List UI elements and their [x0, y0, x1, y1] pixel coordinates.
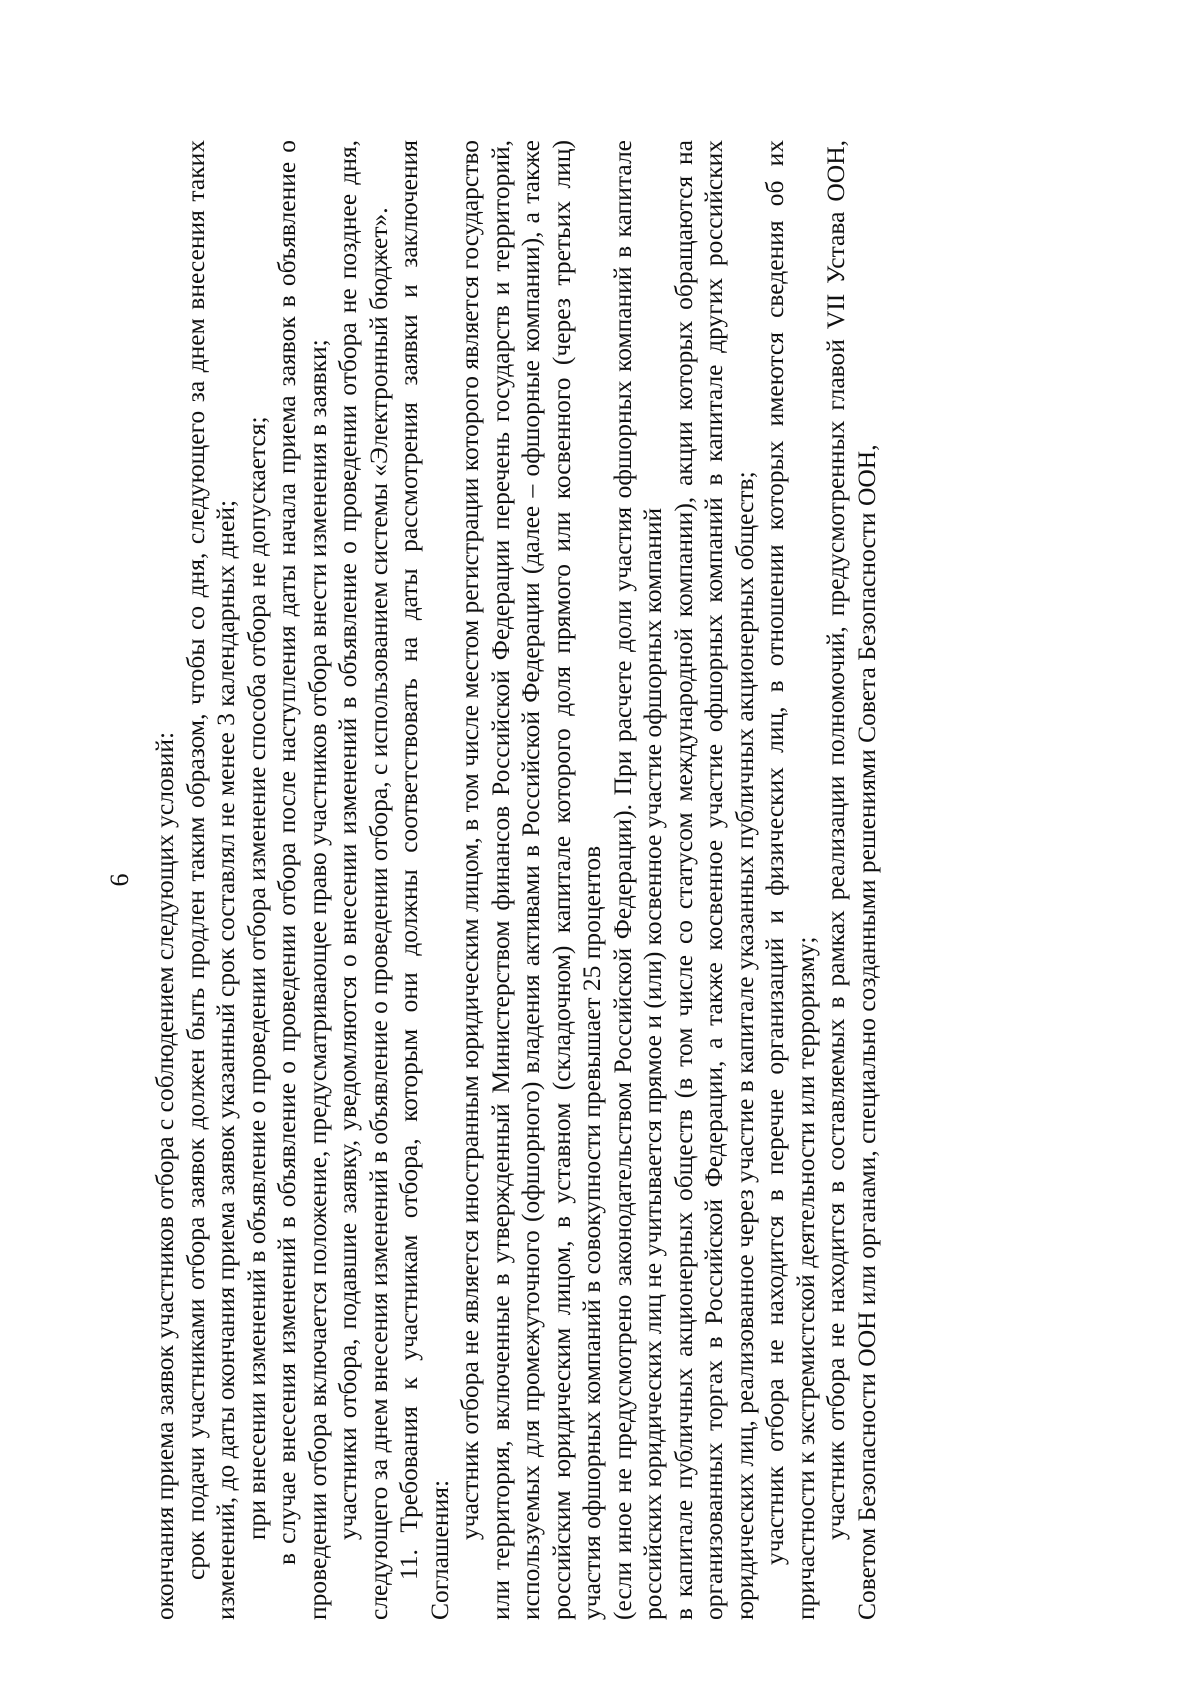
- paragraph: (если иное не предусмотрено законодательством Российской Федерации). При расчете доли участия офшорных компаний в капитале российских юридических лиц не учитывается прямое и (или) косвенное участие офшорных компаний: [607, 140, 667, 1620]
- paragraph: участник отбора не находится в перечне организаций и физических лиц, в отношении которых имеются сведения об их причастности к экстремистской деятельности или терроризму;: [760, 140, 820, 1620]
- paragraph: в случае внесения изменений в объявление о проведении отбора после наступления даты начала приема заявок в объявление о проведении отбора включается положение, предусматривающее право участников отбора внести изменения в заявки;: [272, 140, 332, 1620]
- page-number: 6: [105, 873, 134, 887]
- paragraph: при внесении изменений в объявление о проведении отбора изменение способа отбора не допускается;: [241, 416, 271, 1540]
- paragraph: срок подачи участниками отбора заявок должен быть продлен таким образом, чтобы со дня, следующего за днем внесения таких изменений, до даты окончания приема заявок указанный срок составлял не менее 3 календарных дней;: [180, 140, 240, 1620]
- paragraph: участник отбора не находится в составляемых в рамках реализации полномочий, предусмотренных главой VII Устава ООН, Советом Безопасности ООН или органами, специально созданными решениями Совета Безопасности ООН,: [821, 140, 881, 1620]
- rotated-content: [105, 140, 1130, 1620]
- paragraph: 11. Требования к участникам отбора, которым они должны соответствовать на даты рассмотрения заявки и заключения Соглашения:: [394, 140, 454, 1620]
- paragraph: окончания приема заявок участников отбора с соблюдением следующих условий:: [150, 731, 179, 1620]
- paragraph: в капитале публичных акционерных обществ (в том числе со статусом международной компании), акции которых обращаются на организованных торгах в Российской Федерации, а также косвенное участие офшорных компаний в капитале других российских юридических лиц, реализованное через участие в капитале указанных публичных акционерных обществ;: [668, 140, 759, 1620]
- paragraph: участник отбора не является иностранным юридическим лицом, в том числе местом регистрации которого является государство или территория, включенные в утвержденный Министерством финансов Российской Федерации перечень государств и территорий, используемых для промежуточного (офшорного) владения активами в Российской Федерации (далее – офшорные компании), а также российским юридическим лицом, в уставном (складочном) капитале которого доля прямого или косвенного (через третьих лиц) участия офшорных компаний в совокупности превышает 25 процентов: [455, 140, 606, 1620]
- body-text: [150, 140, 882, 1620]
- paragraph: участники отбора, подавшие заявку, уведомляются о внесении изменений в объявление о проведении отбора не позднее дня, следующего за днем внесения изменений в объявление о проведении отбора, с использованием системы «Электронный бюджет».: [333, 140, 393, 1620]
